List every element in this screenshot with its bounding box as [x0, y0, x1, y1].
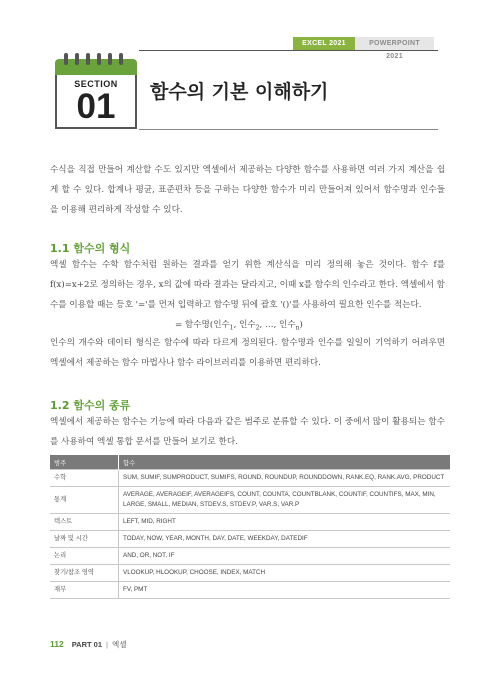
functions-cell: VLOOKUP, HLOOKUP, CHOOSE, INDEX, MATCH	[119, 565, 451, 582]
footer-separator: |	[106, 640, 108, 649]
formula-prefix: = 함수명(인수	[175, 320, 230, 330]
table-header-row	[50, 455, 450, 470]
calendar-ring-icon	[75, 53, 79, 65]
category-cell: 수학	[50, 470, 119, 487]
tag-excel: EXCEL 2021	[293, 37, 355, 50]
header-top-rule	[139, 50, 438, 51]
calendar-ring-icon	[108, 53, 112, 65]
header-bottom-rule	[139, 129, 438, 130]
functions-cell: LEFT, MID, RIGHT	[119, 514, 451, 531]
footer-part-name: 엑셀	[111, 640, 127, 649]
intro-paragraph: 수식을 직접 만들어 계산할 수도 있지만 엑셀에서 제공하는 다양한 함수를 사용하면 여러 가지 계산을 쉽게 할 수 있다. 합계나 평균, 표준편차 등을 구하는 다양한 함수가 미리 만들어져 있어서 함수명과 인수들을 이용해 편리하게 작성할 수 있다.	[50, 165, 445, 215]
section-calendar-icon	[55, 53, 137, 129]
tag-powerpoint: POWERPOINT 2021	[355, 37, 434, 50]
table-row	[50, 548, 450, 565]
category-cell: 재무	[50, 582, 119, 599]
page-footer	[50, 639, 126, 650]
category-cell: 텍스트	[50, 514, 119, 531]
column-header-category: 범주	[50, 455, 119, 470]
functions-cell: SUM, SUMIF, SUMPRODUCT, SUMIFS, ROUND, ROUNDUP, ROUNDDOWN, RANK.EQ, RANK.AVG, PRODUCT	[119, 470, 451, 487]
formula-sub-n: n	[295, 324, 300, 332]
page-number: 112	[50, 639, 64, 649]
section2-paragraph: 엑셀에서 제공하는 함수는 기능에 따라 다음과 같은 범주로 분류할 수 있다. 이 중에서 많이 활용되는 함수를 사용하여 엑셀 통합 문서를 만들어 보기로 한다.	[50, 417, 445, 447]
section-title: 함수의 기본 이해하기	[150, 81, 329, 103]
category-cell: 날짜 및 시간	[50, 531, 119, 548]
footer-part: PART 01	[71, 640, 103, 649]
calendar-ring-icon	[64, 53, 68, 65]
function-category-table	[50, 455, 450, 599]
column-header-functions: 함수	[119, 455, 451, 470]
section1-paragraph-1: 엑셀 함수는 수학 함수처럼 원하는 결과를 얻기 위한 계산식을 미리 정의해 놓은 것이다. 함수 f를 f(x)=x+2로 정의하는 경우, x의 값에 따라 결과는 달라지고, 이때 x를 함수의 인수라고 한다. 엑셀에서 함수를 이용할 때는 등호 '='를 먼저 입력하고 함수명 뒤에 괄호 '()'를 사용하여 필요한 인수를 적는다.	[50, 260, 445, 310]
table-row	[50, 514, 450, 531]
formula-mid-1: , 인수	[233, 320, 256, 330]
heading-1-2: 1.2 함수의 종류	[50, 399, 131, 412]
category-cell: 논리	[50, 548, 119, 565]
category-cell: 찾기/참조 영역	[50, 565, 119, 582]
table-row	[50, 487, 450, 514]
formula-mid-2: , …, 인수	[259, 320, 296, 330]
section1-paragraph-2: 인수의 개수와 데이터 형식은 함수에 따라 다르게 정의된다. 함수명과 인수를 일일이 기억하기 어려우면 엑셀에서 제공하는 함수 마법사나 함수 라이브러리를 이용하면 편리하다.	[50, 338, 445, 368]
section-label: SECTION	[74, 79, 118, 89]
calendar-ring-icon	[86, 53, 90, 65]
table-row	[50, 470, 450, 487]
formula-end: )	[299, 320, 303, 330]
formula-sub-2: 2	[255, 324, 260, 332]
table-row	[50, 531, 450, 548]
functions-cell: AND, OR, NOT, IF	[119, 548, 451, 565]
calendar-ring-icon	[119, 53, 123, 65]
functions-cell: FV, PMT	[119, 582, 451, 599]
section-number: 01	[76, 87, 116, 126]
category-cell: 통계	[50, 487, 119, 514]
heading-1-1: 1.1 함수의 형식	[50, 242, 131, 255]
program-tags	[293, 37, 434, 60]
functions-cell: TODAY, NOW, YEAR, MONTH, DAY, DATE, WEEKDAY, DATEDIF	[119, 531, 451, 548]
functions-cell: AVERAGE, AVERAGEIF, AVERAGEIFS, COUNT, COUNTA, COUNTBLANK, COUNTIF, COUNTIFS, MAX, MIN, LARGE, SMALL, MEDIAN, STDEV.S, STDEV.P, VAR.S, VAR.P	[119, 487, 451, 514]
function-syntax-formula	[175, 318, 303, 332]
table-row	[50, 565, 450, 582]
formula-sub-1: 1	[229, 324, 234, 332]
table-row	[50, 582, 450, 599]
calendar-ring-icon	[97, 53, 101, 65]
